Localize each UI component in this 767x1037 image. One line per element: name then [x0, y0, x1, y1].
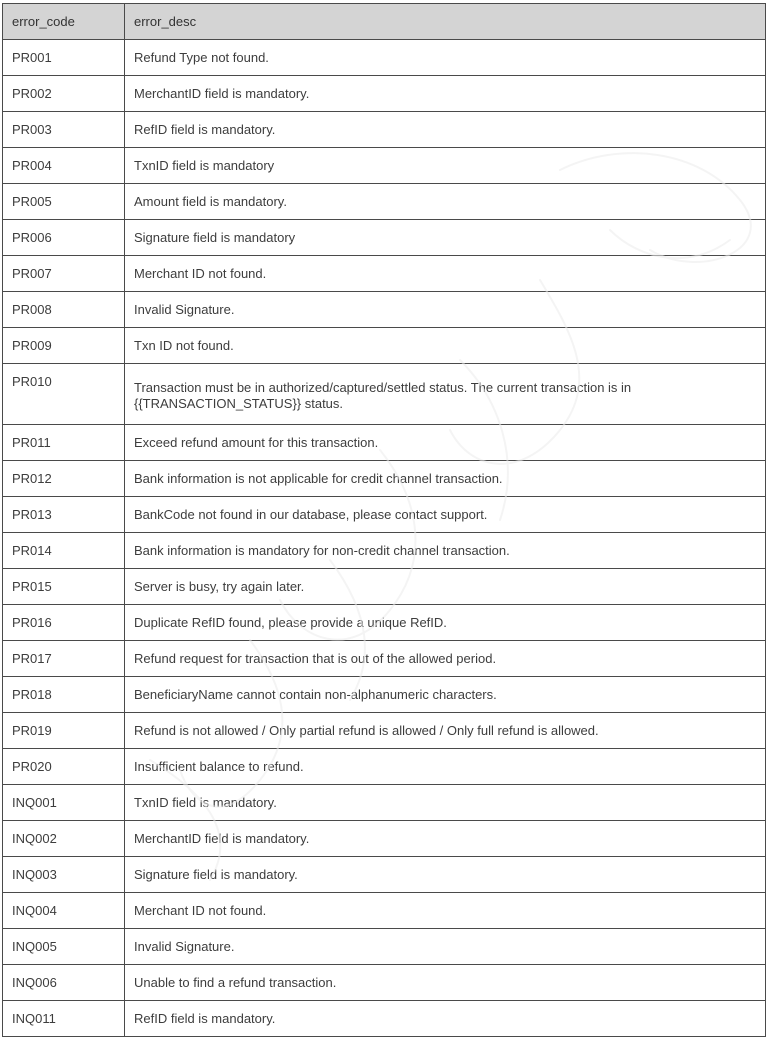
error-code-cell: INQ004 — [3, 893, 125, 929]
table-row — [3, 112, 766, 148]
table-row — [3, 929, 766, 965]
column-header-error-desc: error_desc — [125, 4, 766, 40]
error-desc-cell: Bank information is not applicable for credit channel transaction. — [125, 461, 766, 497]
error-desc-cell: Transaction must be in authorized/captured/settled status. The current transaction is in {{TRANSACTION_STATUS}} status. — [125, 364, 766, 425]
error-code-cell: INQ003 — [3, 857, 125, 893]
error-code-table — [2, 3, 766, 1037]
error-desc-cell: BeneficiaryName cannot contain non-alphanumeric characters. — [125, 677, 766, 713]
table-row — [3, 76, 766, 112]
table-row — [3, 569, 766, 605]
error-desc-cell: Merchant ID not found. — [125, 256, 766, 292]
error-desc-cell: Invalid Signature. — [125, 292, 766, 328]
error-code-cell: PR002 — [3, 76, 125, 112]
table-row — [3, 461, 766, 497]
table-row — [3, 425, 766, 461]
error-desc-cell: Duplicate RefID found, please provide a unique RefID. — [125, 605, 766, 641]
error-code-cell: PR017 — [3, 641, 125, 677]
error-code-cell: PR018 — [3, 677, 125, 713]
error-desc-cell: Refund is not allowed / Only partial refund is allowed / Only full refund is allowed. — [125, 713, 766, 749]
error-desc-cell: Merchant ID not found. — [125, 893, 766, 929]
error-code-cell: PR004 — [3, 148, 125, 184]
table-body — [3, 40, 766, 1037]
error-desc-cell: Exceed refund amount for this transaction. — [125, 425, 766, 461]
error-desc-cell: Insufficient balance to refund. — [125, 749, 766, 785]
error-code-cell: PR011 — [3, 425, 125, 461]
error-desc-cell: RefID field is mandatory. — [125, 112, 766, 148]
error-code-cell: INQ001 — [3, 785, 125, 821]
table-header — [3, 4, 766, 40]
table-row — [3, 965, 766, 1001]
error-code-cell: PR006 — [3, 220, 125, 256]
error-code-cell: PR001 — [3, 40, 125, 76]
error-desc-cell: Server is busy, try again later. — [125, 569, 766, 605]
error-code-cell: PR016 — [3, 605, 125, 641]
error-code-cell: PR012 — [3, 461, 125, 497]
error-code-cell: INQ006 — [3, 965, 125, 1001]
table-row — [3, 328, 766, 364]
error-desc-cell: RefID field is mandatory. — [125, 1001, 766, 1037]
error-desc-cell: BankCode not found in our database, please contact support. — [125, 497, 766, 533]
error-desc-cell: Bank information is mandatory for non-credit channel transaction. — [125, 533, 766, 569]
table-row — [3, 497, 766, 533]
error-desc-cell: Unable to find a refund transaction. — [125, 965, 766, 1001]
table-row — [3, 893, 766, 929]
error-desc-cell: Txn ID not found. — [125, 328, 766, 364]
error-desc-cell: Signature field is mandatory — [125, 220, 766, 256]
error-code-cell: PR014 — [3, 533, 125, 569]
table-row — [3, 40, 766, 76]
error-code-cell: PR020 — [3, 749, 125, 785]
table-row — [3, 821, 766, 857]
error-desc-cell: Signature field is mandatory. — [125, 857, 766, 893]
error-code-cell: PR013 — [3, 497, 125, 533]
table-row — [3, 857, 766, 893]
error-code-cell: PR019 — [3, 713, 125, 749]
error-code-cell: PR010 — [3, 364, 125, 425]
error-code-cell: INQ005 — [3, 929, 125, 965]
error-code-cell: PR007 — [3, 256, 125, 292]
table-row — [3, 220, 766, 256]
table-row — [3, 1001, 766, 1037]
table-row — [3, 364, 766, 425]
column-header-error-code: error_code — [3, 4, 125, 40]
table-row — [3, 677, 766, 713]
table-row — [3, 533, 766, 569]
error-desc-cell: Refund request for transaction that is out of the allowed period. — [125, 641, 766, 677]
table-row — [3, 605, 766, 641]
table-row — [3, 256, 766, 292]
error-code-cell: PR005 — [3, 184, 125, 220]
table-row — [3, 713, 766, 749]
error-code-cell: PR009 — [3, 328, 125, 364]
error-code-cell: INQ011 — [3, 1001, 125, 1037]
table-row — [3, 785, 766, 821]
error-desc-cell: TxnID field is mandatory — [125, 148, 766, 184]
error-desc-cell: Refund Type not found. — [125, 40, 766, 76]
header-row — [3, 4, 766, 40]
table-row — [3, 641, 766, 677]
error-code-cell: INQ002 — [3, 821, 125, 857]
error-desc-cell: MerchantID field is mandatory. — [125, 76, 766, 112]
error-desc-cell: Invalid Signature. — [125, 929, 766, 965]
error-code-cell: PR003 — [3, 112, 125, 148]
error-code-cell: PR015 — [3, 569, 125, 605]
error-desc-cell: TxnID field is mandatory. — [125, 785, 766, 821]
table-row — [3, 148, 766, 184]
error-desc-cell: MerchantID field is mandatory. — [125, 821, 766, 857]
table-row — [3, 749, 766, 785]
table-row — [3, 292, 766, 328]
error-desc-cell: Amount field is mandatory. — [125, 184, 766, 220]
error-code-cell: PR008 — [3, 292, 125, 328]
table-row — [3, 184, 766, 220]
